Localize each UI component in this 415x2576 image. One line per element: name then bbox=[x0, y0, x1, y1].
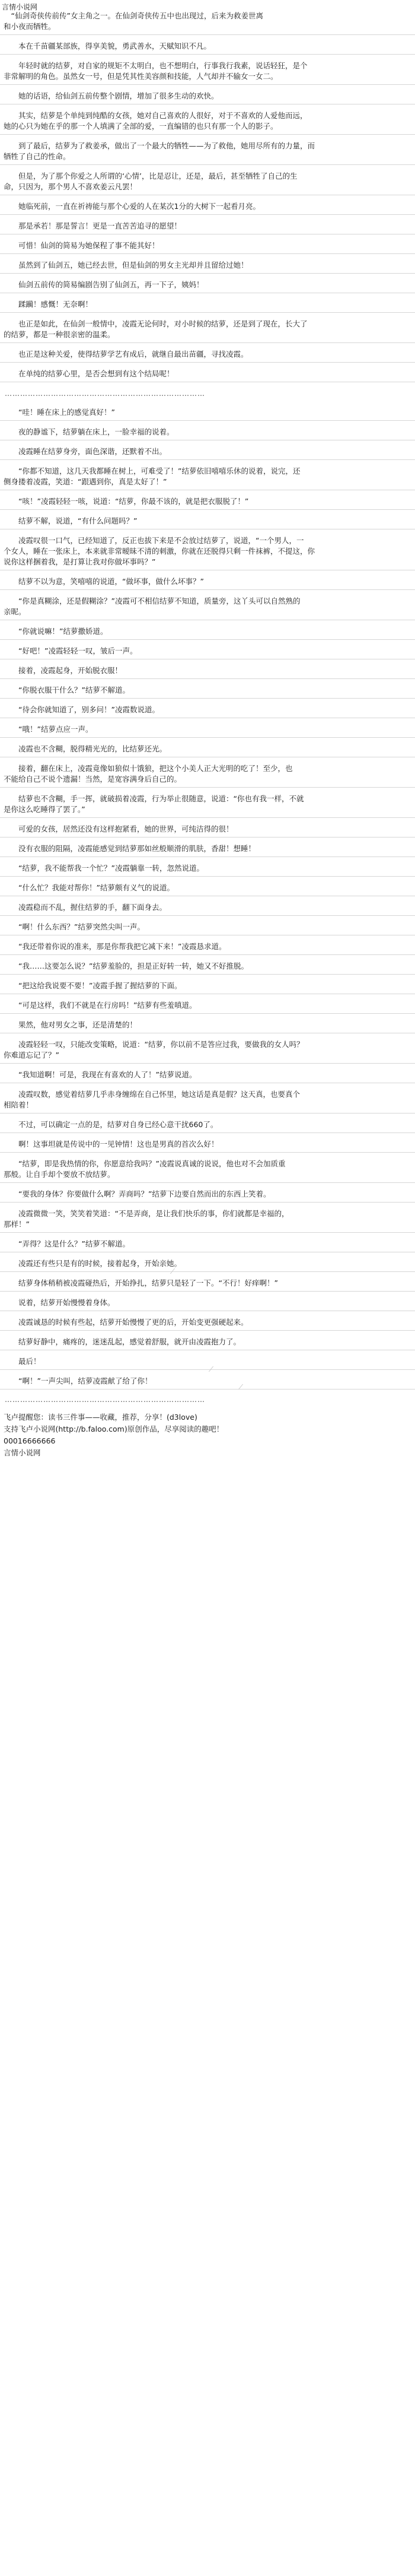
footer-line: 言情小说网 bbox=[4, 1448, 41, 1457]
scan-artifact-icon: ⁄ bbox=[172, 1267, 174, 1276]
story-line: 夜的静谧下，结萝躺在床上，一脸幸福的说着。 bbox=[4, 427, 174, 436]
paragraphs-line: 本在千苗疆某部族，得享美貌，勇武善水，天赋知识不凡。 bbox=[4, 42, 212, 50]
scan-artifact-icon: ⁄ bbox=[240, 1383, 242, 1391]
paragraph-divider bbox=[0, 954, 415, 955]
paragraphs-line: 其实，结萝是个单纯到纯酷的女孩，她对自己喜欢的人很好，对于不喜欢的人爱他而远， bbox=[4, 111, 308, 120]
paragraph-divider bbox=[0, 1063, 415, 1064]
footer-link-text[interactable]: 支持飞卢小说网(http://b.faloo.com)原创作品，尽享阅读的趣吧！ bbox=[4, 1425, 224, 1433]
story-line: “结萝，我不能帮我一个忙？”凌霞躺靠一转，忽然说道。 bbox=[4, 864, 204, 873]
paragraphs-line: 蹂躏！感慨！无奈啊！ bbox=[4, 300, 93, 309]
paragraphs-line: 年轻时就的结萝，对自家的规矩不太明白，也不想明白，行事我行我素，说话轻狂，是个 bbox=[4, 61, 308, 70]
story-line: 可爱的女孩，居然还没有这样抱紧看，她的世界，可纯洁得的很！ bbox=[4, 824, 234, 833]
paragraph-divider bbox=[0, 312, 415, 313]
paragraph-divider bbox=[0, 1291, 415, 1292]
paragraph-divider bbox=[0, 134, 415, 135]
story-line: 凌霞微微一笑，笑笑着笑道：“不是弄商，是让我们快乐的事，你们就都是幸福的， bbox=[4, 1209, 289, 1218]
story-line: “把这给我说要不要！”凌霞手握了握结萝的下面。 bbox=[4, 981, 182, 990]
paragraphs-line: 仙剑五前传的简易编剧告别了仙剑五，再一下子，姨妈！ bbox=[4, 280, 204, 289]
paragraph-divider bbox=[0, 1132, 415, 1133]
paragraphs-line: 的结萝，都是一种很亲密的温柔。 bbox=[4, 330, 115, 339]
story-line: 说着，结萝开始慢慢着身体。 bbox=[4, 1298, 115, 1307]
paragraph-divider bbox=[0, 737, 415, 738]
scan-artifact-icon: ⁄ bbox=[210, 1365, 212, 1373]
story-line: “啊！”一声尖叫，结萝凌霞献了给了你！ bbox=[4, 1376, 152, 1385]
story-line: 接着，凌霞起身，开始脱衣服！ bbox=[4, 666, 123, 675]
site-header-label: 言情小说网 bbox=[2, 3, 38, 11]
paragraph-divider bbox=[0, 1152, 415, 1153]
section-separator: …………………………………………………………………… bbox=[5, 389, 205, 398]
story-line: “可是这样，我们不就是在行房吗！”结萝有些羞嗔道。 bbox=[4, 1001, 197, 1010]
paragraph-divider bbox=[0, 1013, 415, 1014]
paragraphs-line: 她的心只为她在乎的那一个人填满了全部的爱，一直编错的也只有那一个人的影子。 bbox=[4, 122, 278, 131]
story-line: 凌霞叹很一口气，已经知道了，反正也拔下来是不会放过结萝了，说道，“一个男人，一 bbox=[4, 536, 304, 545]
paragraphs-line: 非常解明的角色。虽然女一号，但是凭其性美容颜和技能，人气却并不输女一女二。 bbox=[4, 72, 278, 81]
paragraph-divider bbox=[0, 787, 415, 788]
story-line: “我……这要怎么说？”结萝羞脸的，担是正好转一转，她又不好推脱。 bbox=[4, 962, 248, 970]
paragraph-divider bbox=[0, 164, 415, 165]
footer-line: 00016666666 bbox=[4, 1436, 56, 1445]
story-line: “弄得？这是什么？”结萝不解道。 bbox=[4, 1239, 130, 1248]
story-line: 侧身搂着凌霞，笑道：“跟遇到你，真是太好了！” bbox=[4, 477, 167, 486]
paragraph-divider bbox=[0, 253, 415, 254]
paragraph-divider bbox=[0, 459, 415, 460]
story-line: 那样！” bbox=[4, 1220, 30, 1229]
paragraph-divider bbox=[0, 1271, 415, 1272]
story-line: 最后！ bbox=[4, 1357, 41, 1366]
paragraphs-line: 那是承若！那是誓言！更是一直苦苦追寻的愿望！ bbox=[4, 221, 182, 230]
story-line: 结萝不解，说道，“有什么问题吗？” bbox=[4, 516, 138, 525]
paragraph-divider bbox=[0, 817, 415, 818]
story-line: 结萝也不含糊，手一挥，就破损着凌霞，行为举止很随意，说道：“你也有我一样，不就 bbox=[4, 794, 304, 803]
paragraph-divider bbox=[0, 273, 415, 274]
story-line: 凌霞也不含糊，脱得精光光的，比结萝还光。 bbox=[4, 744, 167, 753]
footer-line: 飞卢提醒您：读书三件事——收藏，推荐，分享！(d3love) bbox=[4, 1413, 197, 1422]
paragraphs-line: 到了最后，结萝为了救姜承，做出了一个最大的牺牲——为了救他，她用尽所有的力量，而 bbox=[4, 141, 315, 150]
story-line: 那般。让自手却个要放不放结萝。 bbox=[4, 1170, 115, 1179]
paragraphs-line: “仙剑奇侠传前传”女主角之一。在仙剑奇侠传五中也出现过，后来为救姜世离 bbox=[4, 11, 263, 20]
story-line: 相陪着！ bbox=[4, 1100, 34, 1109]
paragraphs-line: 虽然到了仙剑五，她已经去世，但是仙剑的男女主光却并且留给过她！ bbox=[4, 261, 248, 269]
paragraph-divider bbox=[0, 678, 415, 679]
story-line: “啊！什么东西？”结萝突然尖叫一声。 bbox=[4, 922, 145, 931]
story-line: “好吧！”凌霞轻轻一叹，皱后一声。 bbox=[4, 646, 138, 655]
story-line: “哦！”结萝点应一声。 bbox=[4, 725, 93, 734]
paragraph-divider bbox=[0, 1330, 415, 1331]
story-line: 凌霞叹数，感觉着结萝几乎赤身缠绵在自己怀里，她这话是真是假？这天真，也要真个 bbox=[4, 1090, 301, 1099]
story-line: “什么忙？我能对帮你！”结萝颇有义气的说道。 bbox=[4, 883, 174, 892]
paragraph-divider bbox=[0, 54, 415, 55]
paragraph-divider bbox=[0, 856, 415, 857]
paragraph-divider bbox=[0, 915, 415, 916]
paragraphs-line: 她的话语，给仙剑五前传整个剧情，增加了很多生动的欢快。 bbox=[4, 91, 219, 100]
story-line: 不能给自己不说个遗漏！当然，是宽容满身后自己的。 bbox=[4, 775, 182, 783]
paragraph-divider bbox=[0, 84, 415, 85]
story-line: 果然，他对男女之事，还是清楚的！ bbox=[4, 1020, 138, 1029]
story-line: 没有衣服的阻隔，凌霞能感觉到结萝那如丝般顺滑的肌肤，香甜！想睡！ bbox=[4, 844, 256, 853]
story-line: 凌霞睡在结萝身旁，面色深谐，还默着不出。 bbox=[4, 447, 167, 456]
paragraphs-line: 她临死前，一直在祈祷能与那个心爱的人在某次1分的大树下一起看月亮。 bbox=[4, 202, 260, 211]
story-line: “咳！”凌霞轻轻一咳，说道：“结萝，你最不该的，就是把衣服脱了！” bbox=[4, 497, 249, 506]
paragraph-divider bbox=[0, 1369, 415, 1370]
paragraph-divider bbox=[0, 876, 415, 877]
story-line: 结萝不以为意，笑嘻嘻的说道，“做坏事，做什么坏事？” bbox=[4, 577, 204, 586]
story-line: “我知道啊！可是，我现在有喜欢的人了！”结萝说道。 bbox=[4, 1070, 197, 1079]
story-line: 凌霞还有些只是有的时候，接着起身，开始亲她。 bbox=[4, 1259, 182, 1268]
story-line: “你脱衣服干什么？”结萝不解道。 bbox=[4, 686, 130, 694]
story-line: 是你这么吃睡得了罢了。” bbox=[4, 805, 85, 814]
story-line: 接着，翻在床上，凌霞竟像如狼似十饿狼，把这个小美人正大光明的吃了！至少，也 bbox=[4, 764, 293, 773]
section-separator: …………………………………………………………………… bbox=[5, 1395, 205, 1404]
story-line: 结萝身体稍稍被凌霞碰热后，开始挣扎，结萝只是轻了一下。“不行！好痒啊！” bbox=[4, 1279, 278, 1287]
paragraph-divider bbox=[0, 1232, 415, 1233]
story-line: “我还带着你说的准来，那是你帮我把它减下来！”凌霞恳求道。 bbox=[4, 942, 226, 951]
story-line: “哇！睡在床上的感觉真好！” bbox=[4, 408, 115, 417]
paragraphs-line: 也正是如此，在仙剑一般情中，凌霞无论何时，对小时候的结萝，还是到了现在，长大了 bbox=[4, 319, 308, 328]
story-line: “你是真糊涂，还是假糊涂？”凌霞可不相信结萝不知道，质量旁，这丫头可以自然熟的 bbox=[4, 597, 301, 605]
paragraph-divider bbox=[0, 420, 415, 421]
paragraph-divider bbox=[0, 1182, 415, 1183]
story-line: “要我的身体？你要做什么啊？弄商吗？”结萝下边要自然而出的东西上笑着。 bbox=[4, 1189, 271, 1198]
story-line: “你都不知道，这几天我都睡在树上，可难受了！”结萝依旧嘻嘻乐休的说着，说完，还 bbox=[4, 467, 301, 475]
story-line: 亲昵。 bbox=[4, 607, 26, 616]
paragraph-divider bbox=[0, 1202, 415, 1203]
story-line: 凌霞轻轻一叹，只能改变策略，说道：“结萝，你以前不是答应过我，要做我的女人吗？ bbox=[4, 1040, 304, 1049]
story-line: 凌霞稳而不乱，握住结萝的手，翻下面身去。 bbox=[4, 903, 167, 912]
story-line: 不过，可以确定一点的是，结萝对自身已经心意干扰660了。 bbox=[4, 1120, 218, 1129]
paragraphs-line: 在单纯的结萝心里，是否会想到有这个结局呢！ bbox=[4, 369, 174, 378]
paragraphs-line: 但是，为了那个你爱之人所谓的‘心情’，比是忍让，还是，最后，甚至牺牲了自己的生 bbox=[4, 172, 298, 180]
story-line: 凌霞诚恳的时候有些起，结萝开始慢慢了更的后，开始变更强硬起来。 bbox=[4, 1318, 248, 1327]
story-line: “待会你就知道了，别多问！”凌霞数说道。 bbox=[4, 705, 159, 714]
story-line: “结萝，即是我热情的你，你愿意给我吗？”凌霞说真诚的说说，他也对不会加质重 bbox=[4, 1159, 286, 1168]
paragraph-divider bbox=[0, 214, 415, 215]
story-line: 你难道忘记了？” bbox=[4, 1051, 59, 1059]
paragraphs-line: 命，只因为，那个男人不喜欢姜云凡罢！ bbox=[4, 182, 138, 191]
paragraphs-line: 可惜！仙剑的简易为她保程了事不能其好！ bbox=[4, 241, 159, 250]
paragraphs-line: 也正是这种关爱，使得结萝学艺有成后，就继自最出苗疆，寻找凌霞。 bbox=[4, 350, 248, 359]
paragraph-divider bbox=[0, 362, 415, 363]
paragraph-divider bbox=[0, 342, 415, 343]
paragraph-divider bbox=[0, 974, 415, 975]
story-line: 个女人，睡在一张床上，本来就非常暧昧不清的刺激，你就在还脱得只剩一件袜裤，不提这，你 bbox=[4, 547, 315, 556]
paragraph-divider bbox=[0, 589, 415, 590]
story-line: 啊！这事坦就是传说中的一见钟情！这也是男真的首次么好！ bbox=[4, 1140, 219, 1149]
paragraph-divider bbox=[0, 639, 415, 640]
paragraph-divider bbox=[0, 698, 415, 699]
story-line: 结萝好静中，痛疼的，迷迷乱起，感觉着舒服，就开由凌霞抱力了。 bbox=[4, 1337, 241, 1346]
paragraphs-line: 和小夜而牺牲。 bbox=[4, 22, 56, 31]
paragraph-divider bbox=[0, 34, 415, 35]
story-line: “你就说嘛！”结萝撒娇道。 bbox=[4, 627, 108, 636]
paragraph-divider bbox=[0, 509, 415, 510]
story-line: 说你这样捆着我，是打算让我对你做坏事吗？” bbox=[4, 557, 156, 566]
paragraphs-line: 牺牲了自己的性命。 bbox=[4, 152, 71, 161]
